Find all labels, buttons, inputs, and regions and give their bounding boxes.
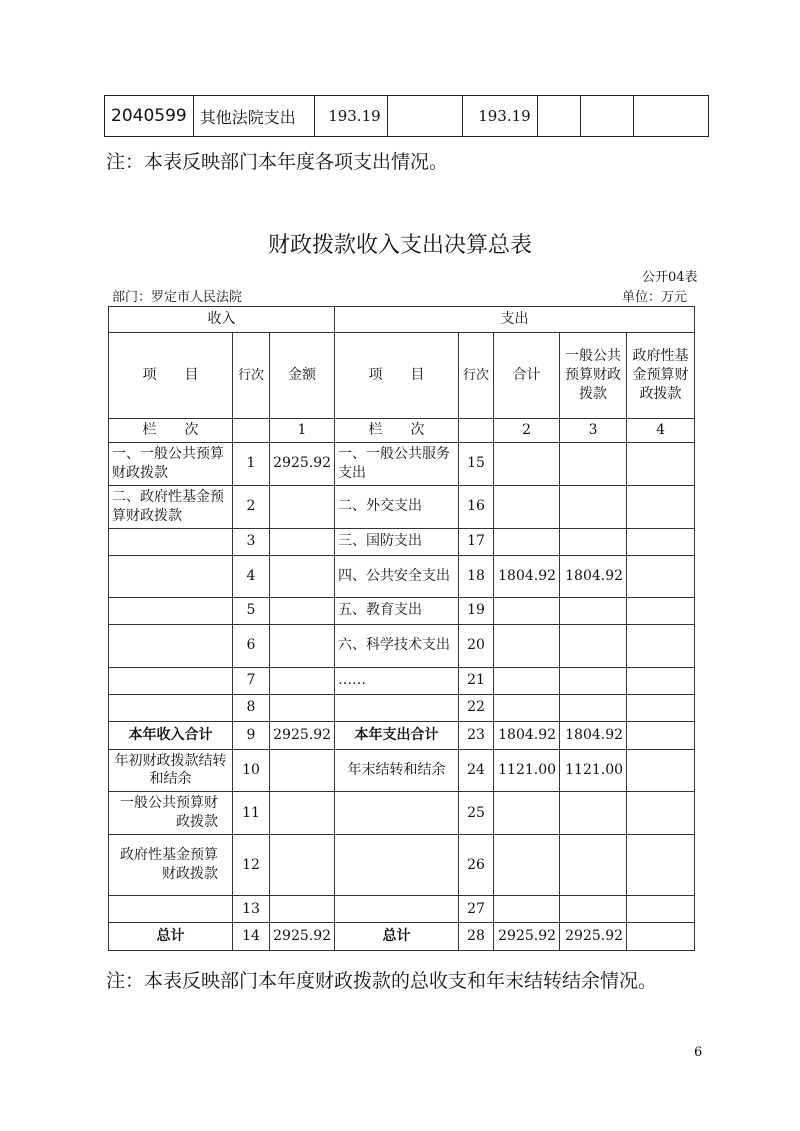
table-row: [109, 835, 695, 896]
table-row: [109, 694, 695, 721]
column-index-row: [109, 419, 695, 443]
col-label: 栏 次: [109, 419, 233, 443]
note-fiscal-summary: 注：本表反映部门本年度财政拨款的总收支和年末结转结余情况。: [106, 970, 658, 992]
income-item: [109, 896, 233, 923]
expense-general: 1804.92: [560, 721, 627, 749]
income-item: [109, 694, 233, 721]
expense-item: [335, 896, 459, 923]
expense-general: [560, 443, 627, 486]
income-item: 总计: [109, 923, 233, 951]
expense-general: [560, 835, 627, 896]
income-item: 一、一般公共预算财政拨款: [109, 443, 233, 486]
expense-fund: [627, 923, 695, 951]
col-index: 4: [627, 419, 695, 443]
col-index: 1: [270, 419, 335, 443]
header-row: [109, 333, 695, 419]
expense-total: [494, 597, 560, 624]
expense-total: [494, 896, 560, 923]
row-number: 9: [233, 721, 270, 749]
expense-item: 一、一般公共服务支出: [335, 443, 459, 486]
expense-fund: [627, 528, 695, 555]
expense-item: 六、科学技术支出: [335, 624, 459, 667]
row-number: 28: [459, 923, 494, 951]
row-number: 16: [459, 485, 494, 528]
subject-code: 2040599: [105, 96, 194, 137]
expense-item: 二、外交支出: [335, 485, 459, 528]
expense-fund: [627, 624, 695, 667]
row-number: 27: [459, 896, 494, 923]
expense-item: 年末结转和结余: [335, 749, 459, 792]
expense-general: [560, 624, 627, 667]
row-number: 4: [233, 555, 270, 597]
row-number: 19: [459, 597, 494, 624]
expense-total: [494, 835, 560, 896]
row-number: 14: [233, 923, 270, 951]
table-row: [109, 555, 695, 597]
item-header: 项 目: [109, 333, 233, 419]
expense-general: 2925.92: [560, 923, 627, 951]
income-header: 收入: [109, 307, 335, 333]
expense-fund: [627, 555, 695, 597]
page-number: 6: [694, 1045, 703, 1060]
expense-item: 本年支出合计: [335, 721, 459, 749]
income-item: [109, 528, 233, 555]
col-index: 3: [560, 419, 627, 443]
expense-fund: [627, 896, 695, 923]
expense-fund: [627, 721, 695, 749]
expense-total: [494, 694, 560, 721]
expense-item: ……: [335, 667, 459, 694]
expense-general: [560, 667, 627, 694]
expense-header: 支出: [335, 307, 695, 333]
row-number: 8: [233, 694, 270, 721]
page-title: 财政拨款收入支出决算总表: [267, 233, 532, 258]
row-number: 18: [459, 555, 494, 597]
expense-general: [560, 485, 627, 528]
income-item: 年初财政拨款结转和结余: [109, 749, 233, 792]
rowno-header: 行次: [459, 333, 494, 419]
subject-name: 其他法院支出: [193, 96, 314, 137]
expense-fund: [627, 749, 695, 792]
income-amount: [270, 749, 335, 792]
income-item: 二、政府性基金预算财政拨款: [109, 485, 233, 528]
table-row: [109, 896, 695, 923]
row-number: 11: [233, 792, 270, 835]
value-cell: [580, 96, 633, 137]
row-number: 17: [459, 528, 494, 555]
income-amount: 2925.92: [270, 721, 335, 749]
income-amount: [270, 667, 335, 694]
expense-item: 四、公共安全支出: [335, 555, 459, 597]
row-number: 2: [233, 485, 270, 528]
income-item: 政府性基金预算财政拨款: [109, 835, 233, 896]
expense-total: [494, 485, 560, 528]
fiscal-summary-table: [108, 306, 695, 951]
row-number: 25: [459, 792, 494, 835]
expense-total: [494, 667, 560, 694]
amount-header: 金额: [270, 333, 335, 419]
row-number: 24: [459, 749, 494, 792]
row-number: 5: [233, 597, 270, 624]
row-number: 15: [459, 443, 494, 486]
income-item: 本年收入合计: [109, 721, 233, 749]
note-expenditure: 注：本表反映部门本年度各项支出情况。: [106, 151, 449, 173]
expense-total: 2925.92: [494, 923, 560, 951]
expense-general: [560, 597, 627, 624]
general-budget-header: 一般公共预算财政拨款: [560, 333, 627, 419]
expense-fund: [627, 443, 695, 486]
expense-total: [494, 443, 560, 486]
col-index: 2: [494, 419, 560, 443]
expense-item: [335, 694, 459, 721]
income-amount: [270, 485, 335, 528]
expense-item: 总计: [335, 923, 459, 951]
table-row: [109, 443, 695, 486]
row-number: 6: [233, 624, 270, 667]
value-cell: [537, 96, 580, 137]
expense-fund: [627, 835, 695, 896]
value-cell: [633, 96, 708, 137]
expense-total: 1121.00: [494, 749, 560, 792]
income-item: [109, 667, 233, 694]
income-item: [109, 555, 233, 597]
row-number: 12: [233, 835, 270, 896]
table-row: [109, 485, 695, 528]
expense-general: [560, 694, 627, 721]
row-number: 21: [459, 667, 494, 694]
expense-fund: [627, 667, 695, 694]
table-row: [109, 792, 695, 835]
unit: 单位：万元: [622, 290, 688, 305]
income-amount: [270, 896, 335, 923]
table-row: [109, 667, 695, 694]
col-label: 栏 次: [335, 419, 459, 443]
income-amount: 2925.92: [270, 443, 335, 486]
expense-item: 三、国防支出: [335, 528, 459, 555]
department: 部门：罗定市人民法院: [112, 290, 243, 305]
table-row: [109, 624, 695, 667]
table-row: [109, 749, 695, 792]
expense-item: 五、教育支出: [335, 597, 459, 624]
expense-total: 1804.92: [494, 721, 560, 749]
rowno-header: 行次: [233, 333, 270, 419]
expense-general: [560, 896, 627, 923]
row-number: 13: [233, 896, 270, 923]
row-number: 7: [233, 667, 270, 694]
income-amount: [270, 624, 335, 667]
previous-table-last-row: [104, 95, 709, 137]
expense-total: [494, 624, 560, 667]
expense-total: [494, 528, 560, 555]
table-row: [109, 721, 695, 749]
value-cell: [387, 96, 462, 137]
expense-fund: [627, 597, 695, 624]
row-number: 22: [459, 694, 494, 721]
expense-item: [335, 835, 459, 896]
table-row: [109, 923, 695, 951]
expense-general: [560, 528, 627, 555]
income-item: 一般公共预算财政拨款: [109, 792, 233, 835]
income-amount: [270, 792, 335, 835]
table-row: [109, 528, 695, 555]
expense-general: 1804.92: [560, 555, 627, 597]
row-number: 23: [459, 721, 494, 749]
item-header: 项 目: [335, 333, 459, 419]
total-header: 合计: [494, 333, 560, 419]
expense-fund: [627, 792, 695, 835]
income-item: [109, 624, 233, 667]
gov-fund-header: 政府性基金预算财政拨款: [627, 333, 695, 419]
expense-item: [335, 792, 459, 835]
income-amount: [270, 597, 335, 624]
expense-fund: [627, 694, 695, 721]
expense-general: [560, 792, 627, 835]
expense-general: 1121.00: [560, 749, 627, 792]
income-amount: 2925.92: [270, 923, 335, 951]
income-item: [109, 597, 233, 624]
row-number: 20: [459, 624, 494, 667]
table-code: 公开04表: [642, 270, 698, 285]
income-amount: [270, 555, 335, 597]
row-number: 26: [459, 835, 494, 896]
row-number: 10: [233, 749, 270, 792]
header-row: [109, 307, 695, 333]
expense-fund: [627, 485, 695, 528]
income-amount: [270, 694, 335, 721]
expense-total: 1804.92: [494, 555, 560, 597]
table-row: [109, 597, 695, 624]
income-amount: [270, 835, 335, 896]
table-row: [105, 96, 709, 137]
row-number: 1: [233, 443, 270, 486]
income-amount: [270, 528, 335, 555]
value-cell: 193.19: [314, 96, 387, 137]
expense-total: [494, 792, 560, 835]
value-cell: 193.19: [462, 96, 537, 137]
row-number: 3: [233, 528, 270, 555]
